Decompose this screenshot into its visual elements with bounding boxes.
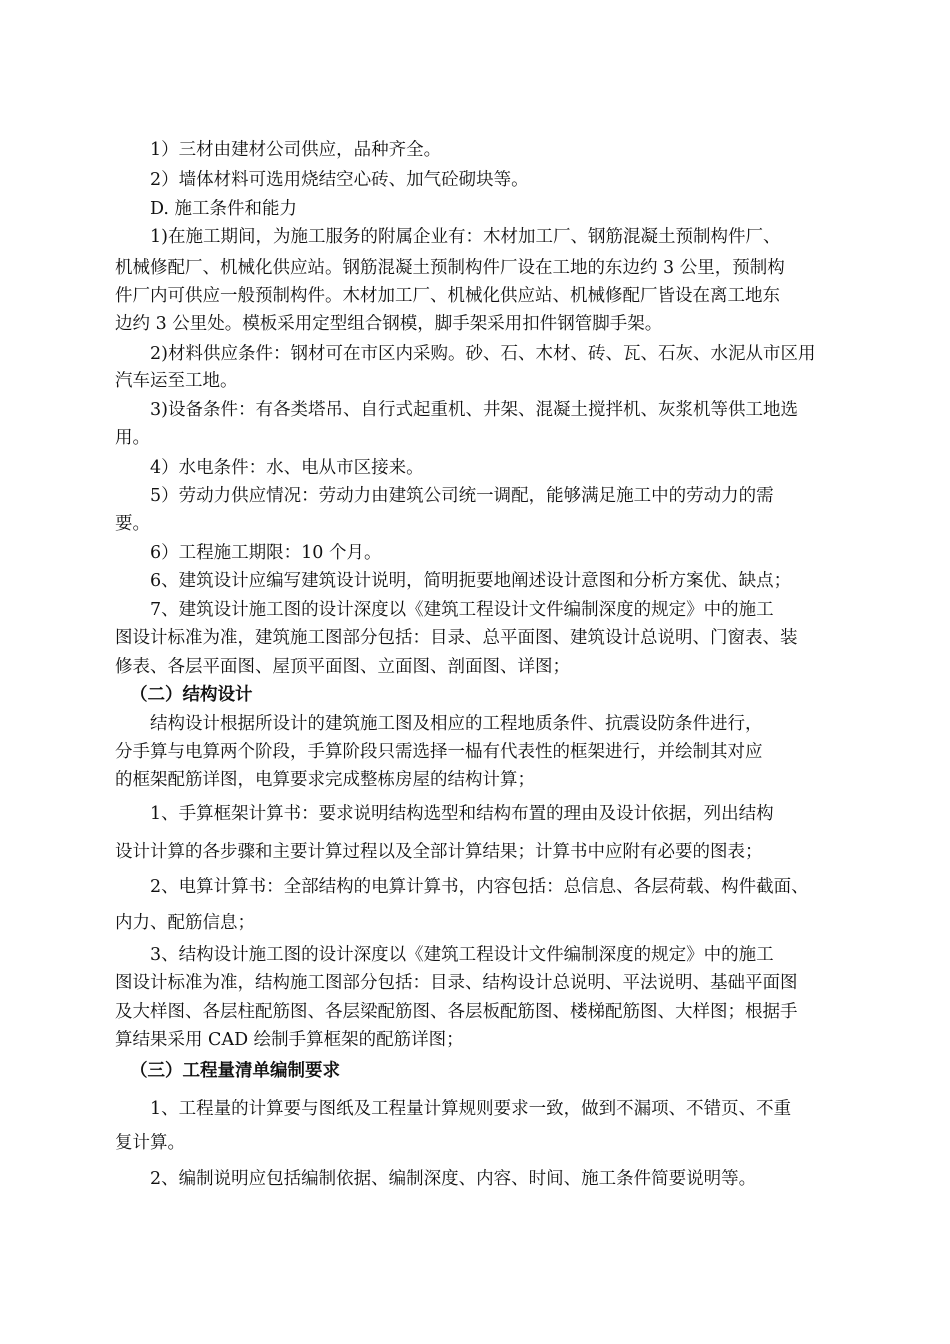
paragraph-line: 2、电算计算书：全部结构的电算计算书，内容包括：总信息、各层荷载、构件截面、 [150, 877, 809, 897]
paragraph-line: 2)材料供应条件：钢材可在市区内采购。砂、石、木材、砖、瓦、石灰、水泥从市区用 [150, 344, 816, 364]
paragraph-line: 算结果采用 CAD 绘制手算框架的配筋详图； [115, 1030, 464, 1050]
section-heading-bill-of-quantities: （三）工程量清单编制要求 [130, 1061, 340, 1081]
paragraph-line: 3、结构设计施工图的设计深度以《建筑工程设计文件编制深度的规定》中的施工 [150, 945, 774, 965]
paragraph-line: 2、编制说明应包括编制依据、编制深度、内容、时间、施工条件简要说明等。 [150, 1169, 757, 1189]
paragraph-line: 内力、配筋信息； [115, 913, 255, 933]
paragraph-line: 1)在施工期间，为施工服务的附属企业有：木材加工厂、钢筋混凝土预制构件厂、 [150, 227, 781, 247]
paragraph-line: 设计计算的各步骤和主要计算过程以及全部计算结果；计算书中应附有必要的图表； [115, 842, 763, 862]
paragraph-line: 5）劳动力供应情况：劳动力由建筑公司统一调配，能够满足施工中的劳动力的需 [150, 486, 774, 506]
paragraph-line: 及大样图、各层柱配筋图、各层梁配筋图、各层板配筋图、楼梯配筋图、大样图；根据手 [115, 1002, 798, 1022]
paragraph-line: 修表、各层平面图、屋顶平面图、立面图、剖面图、详图； [115, 657, 570, 677]
paragraph-line: 用。 [115, 428, 150, 448]
paragraph-line: 3)设备条件：有各类塔吊、自行式起重机、井架、混凝土搅拌机、灰浆机等供工地选 [150, 400, 798, 420]
paragraph-line: 4）水电条件：水、电从市区接来。 [150, 458, 424, 478]
paragraph-line: 1、工程量的计算要与图纸及工程量计算规则要求一致，做到不漏项、不错页、不重 [150, 1099, 792, 1119]
paragraph-line: 件厂内可供应一般预制构件。木材加工厂、机械化供应站、机械修配厂皆设在离工地东 [115, 286, 780, 306]
paragraph-line: 6、建筑设计应编写建筑设计说明，简明扼要地阐述设计意图和分析方案优、缺点； [150, 571, 792, 591]
section-subheading: D. 施工条件和能力 [150, 199, 298, 219]
paragraph-line: 分手算与电算两个阶段，手算阶段只需选择一榀有代表性的框架进行，并绘制其对应 [115, 742, 763, 762]
paragraph-line: 边约 3 公里处。模板采用定型组合钢模，脚手架采用扣件钢管脚手架。 [115, 314, 663, 334]
paragraph-line: 图设计标准为准，建筑施工图部分包括：目录、总平面图、建筑设计总说明、门窗表、装 [115, 628, 798, 648]
paragraph-line: 2）墙体材料可选用烧结空心砖、加气砼砌块等。 [150, 170, 529, 190]
paragraph-line: 6）工程施工期限：10 个月。 [150, 543, 382, 563]
paragraph-line: 机械修配厂、机械化供应站。钢筋混凝土预制构件厂设在工地的东边约 3 公里，预制构 [115, 258, 785, 278]
paragraph-line: 1）三材由建材公司供应，品种齐全。 [150, 140, 442, 160]
paragraph-line: 复计算。 [115, 1133, 185, 1153]
paragraph-line: 结构设计根据所设计的建筑施工图及相应的工程地质条件、抗震设防条件进行， [150, 714, 763, 734]
paragraph-line: 1、手算框架计算书：要求说明结构选型和结构布置的理由及设计依据，列出结构 [150, 804, 774, 824]
section-heading-structure: （二）结构设计 [130, 685, 253, 705]
paragraph-line: 图设计标准为准，结构施工图部分包括：目录、结构设计总说明、平法说明、基础平面图 [115, 973, 798, 993]
paragraph-line: 的框架配筋详图，电算要求完成整栋房屋的结构计算； [115, 770, 535, 790]
paragraph-line: 要。 [115, 514, 150, 534]
paragraph-line: 汽车运至工地。 [115, 371, 238, 391]
paragraph-line: 7、建筑设计施工图的设计深度以《建筑工程设计文件编制深度的规定》中的施工 [150, 600, 774, 620]
